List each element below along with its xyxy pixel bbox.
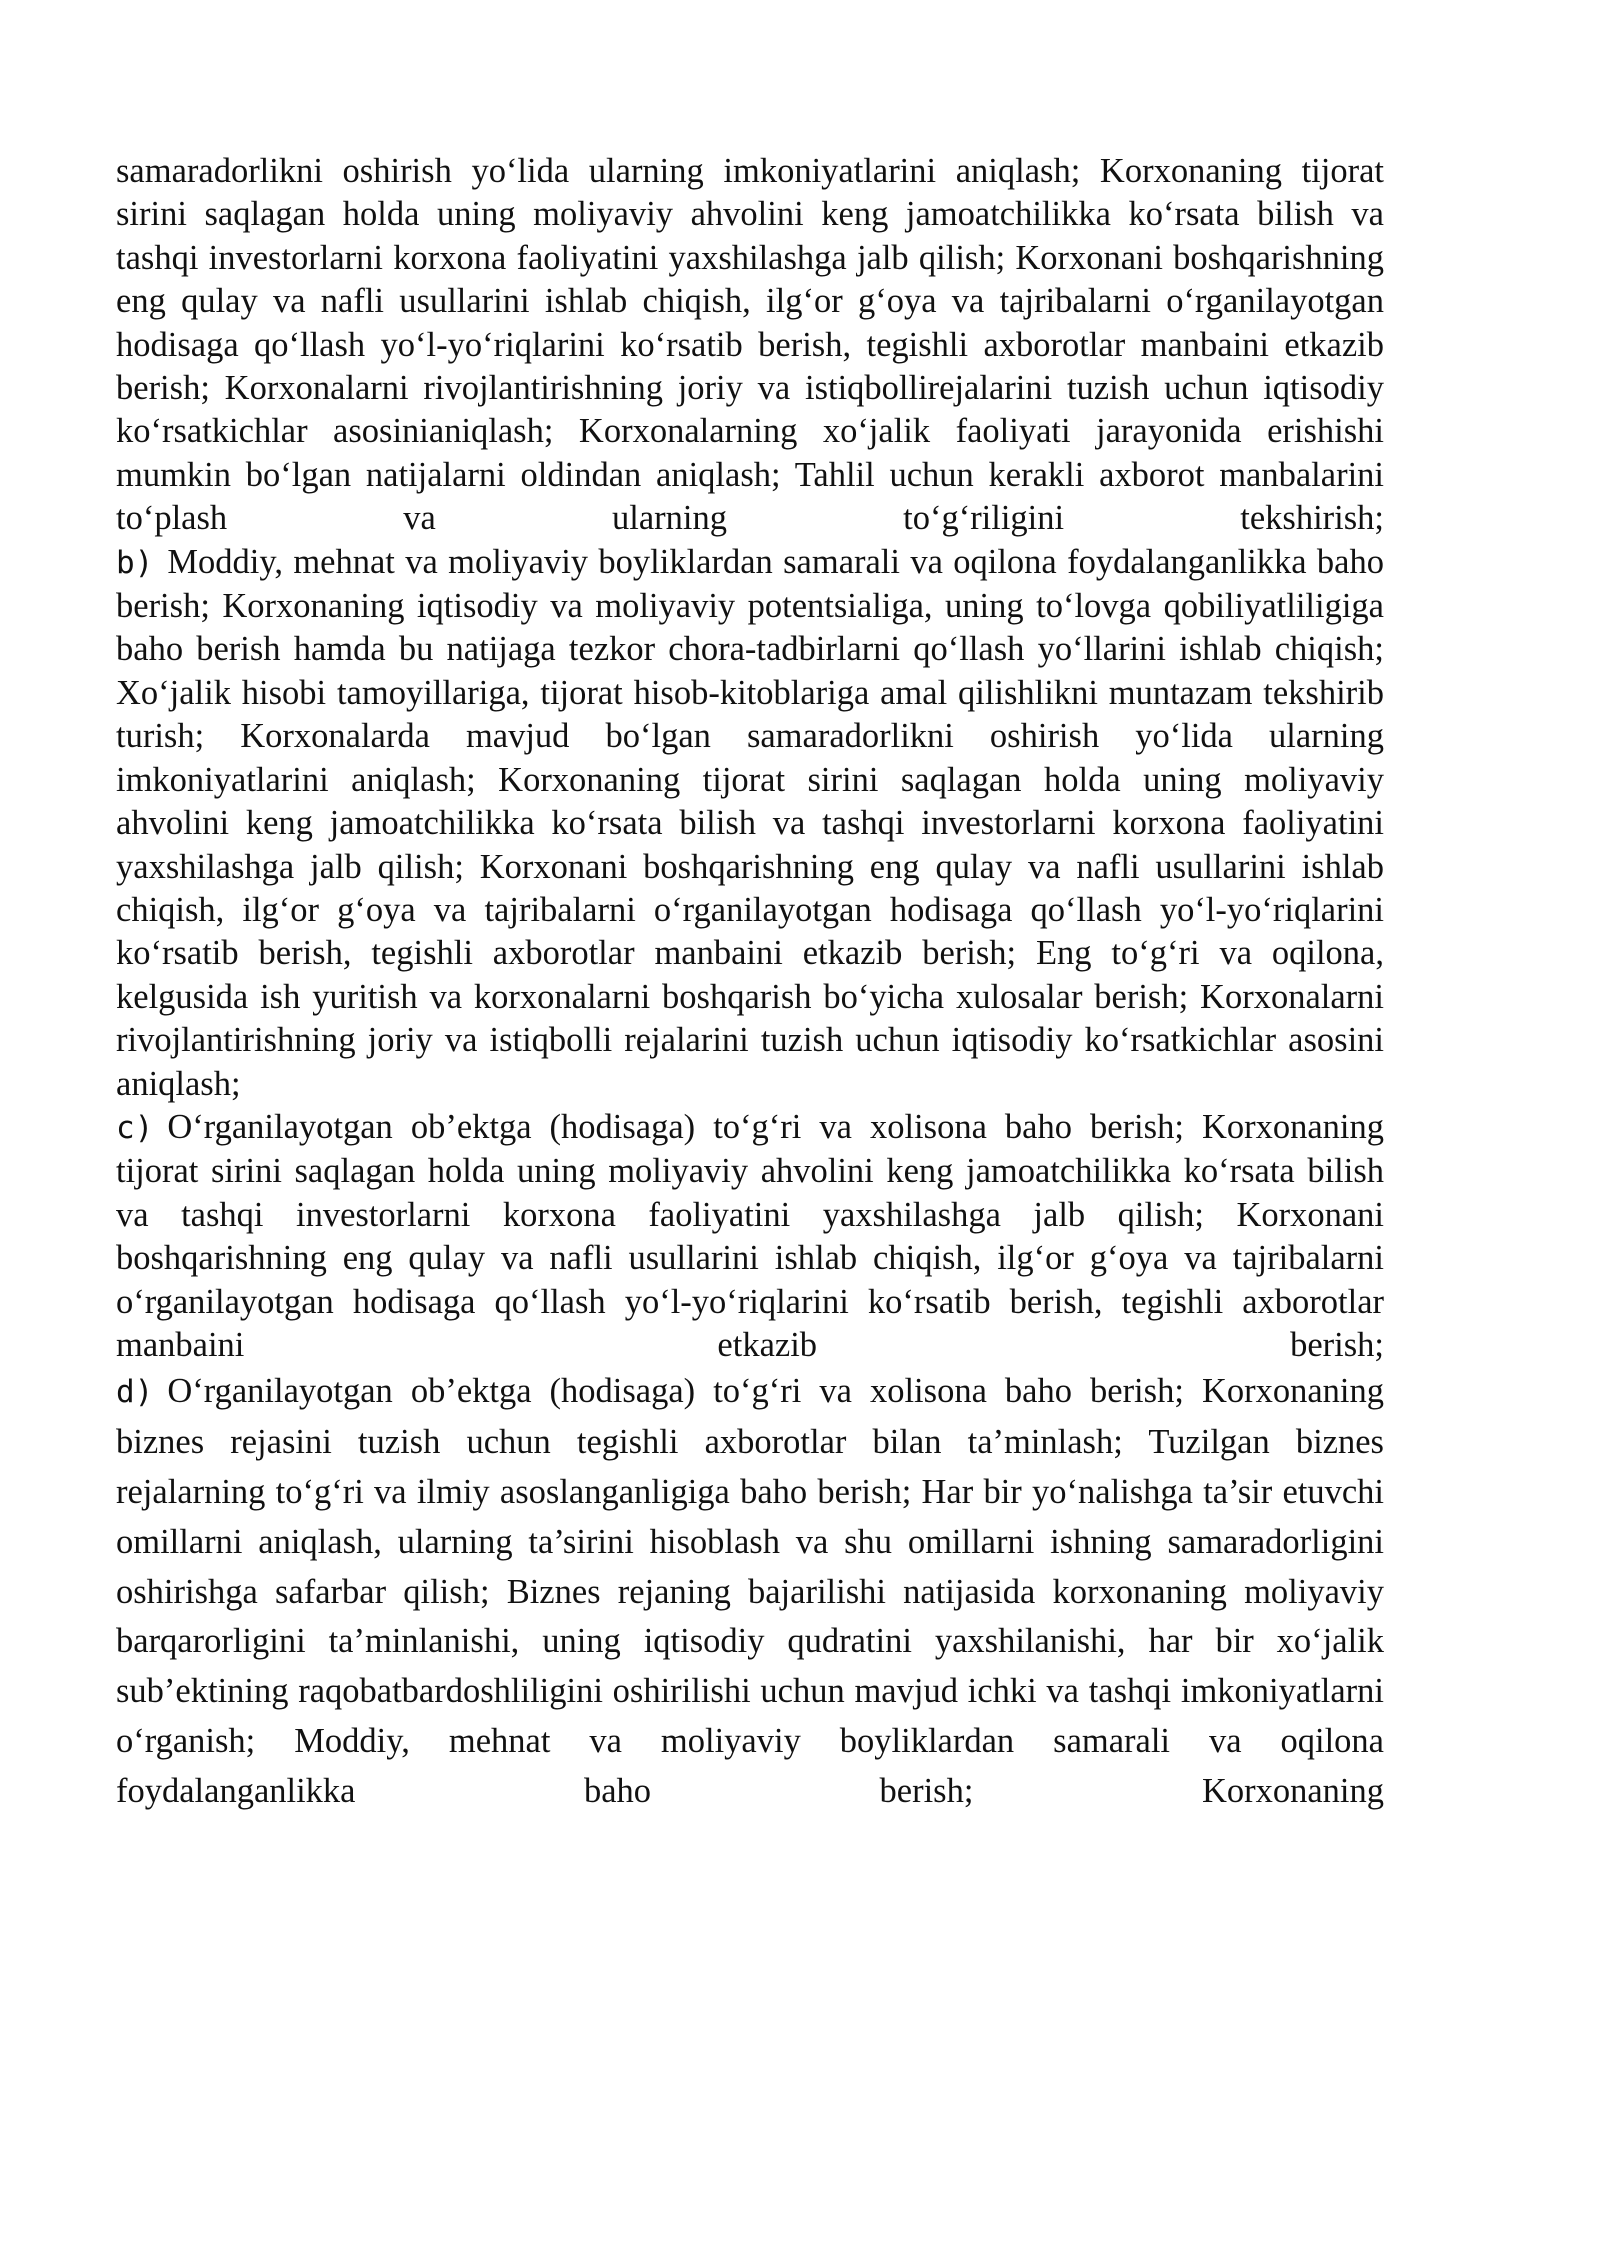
item-text-b: Moddiy, mehnat va moliyaviy boyliklardan samarali va oqilona foydalanganlikka baho berish; Korxonaning iqtisodiy va moliyaviy potentsialiga, uning to‘lovga qobiliyatliligiga baho berish hamda bu natijaga tezkor chora-tadbirlarni qo‘llash yo‘llarini ishlab chiqish; Xo‘jalik hisobi tamoyillariga, tijorat hisob-kitoblariga amal qilishlikni muntazam tekshirib turish; Korxonalarda mavjud bo‘lgan samaradorlikni oshirish yo‘lida ularning imkoniyatlarini aniqlash; Korxonaning tijorat sirini saqlagan holda uning moliyaviy ahvolini keng jamoatchilikka ko‘rsata bilish va tashqi investorlarni korxona faoliyatini yaxshilashga jalb qilish; Korxonani boshqarishning eng qulay va nafli usullarini ishlab chiqish, ilg‘or g‘oya va tajribalarni o‘rganilayotgan hodisaga qo‘llash yo‘l-yo‘riqlarini ko‘rsatib berish, tegishli axborotlar manbaini etkazib berish; Eng to‘g‘ri va oqilona, kelgusida ish yuritish va korxonalarni boshqarish bo‘yicha xulosalar berish; Korxonalarni rivojlantirishning joriy va istiqbolli rejalarini tuzish uchun iqtisodiy ko‘rsatkichlar asosini aniqlash;: [116, 542, 1384, 1103]
item-marker-c: c): [116, 1109, 154, 1146]
item-text-c: O‘rganilayotgan ob’ektga (hodisaga) to‘g‘ri va xolisona baho berish; Korxonaning tijorat sirini saqlagan holda uning moliyaviy ahvolini keng jamoatchilikka ko‘rsata bilish va tashqi investorlarni korxona faoliyatini yaxshilashga jalb qilish; Korxonani boshqarishning eng qulay va nafli usullarini ishlab chiqish, ilg‘or g‘oya va tajribalarni o‘rganilayotgan hodisaga qo‘llash yo‘l-yo‘riqlarini ko‘rsatib berish, tegishli axborotlar manbaini etkazib berish;: [116, 1107, 1384, 1364]
list-item-d: [116, 1367, 1384, 1816]
item-text-d: O‘rganilayotgan ob’ektga (hodisaga) to‘g‘ri va xolisona baho berish; Korxonaning biznes rejasini tuzish uchun tegishli axborotlar bilan ta’minlash; Tuzilgan biznes rejalarning to‘g‘ri va ilmiy asoslanganligiga baho berish; Har bir yo‘nalishga ta’sir etuvchi omillarni aniqlash, ularning ta’sirini hisoblash va shu omillarni ishning samaradorligini oshirishga safarbar qilish; Biznes rejaning bajarilishi natijasida korxonaning moliyaviy barqarorligini ta’minlanishi, uning iqtisodiy qudratini yaxshilanishi, har bir xo‘jalik sub’ektining raqobatbardoshliligini oshirilishi uchun mavjud ichki va tashqi imkoniyatlarni o‘rganish; Moddiy, mehnat va moliyaviy boyliklardan samarali va oqilona foydalanganlikka baho berish; Korxonaning: [116, 1372, 1384, 1810]
document-body: [116, 150, 1384, 1817]
item-marker-b: b): [116, 544, 154, 581]
list-item-b: [116, 541, 1384, 1106]
list-item-c: [116, 1106, 1384, 1367]
intro-paragraph: samaradorlikni oshirish yo‘lida ularning imkoniyatlarini aniqlash; Korxonaning tijorat sirini saqlagan holda uning moliyaviy ahvolini keng jamoatchilikka ko‘rsata bilish va tashqi investorlarni korxona faoliyatini yaxshilashga jalb qilish; Korxonani boshqarishning eng qulay va nafli usullarini ishlab chiqish, ilg‘or g‘oya va tajribalarni o‘rganilayotgan hodisaga qo‘llash yo‘l-yo‘riqlarini ko‘rsatib berish, tegishli axborotlar manbaini etkazib berish; Korxonalarni rivojlantirishning joriy va istiqbollirejalarini tuzish uchun iqtisodiy ko‘rsatkichlar asosinianiqlash; Korxonalarning xo‘jalik faoliyati jarayonida erishishi mumkin bo‘lgan natijalarni oldindan aniqlash; Tahlil uchun kerakli axborot manbalarini to‘plash va ularning to‘g‘riligini tekshirish;: [116, 152, 1384, 538]
item-marker-d: d): [116, 1374, 154, 1411]
